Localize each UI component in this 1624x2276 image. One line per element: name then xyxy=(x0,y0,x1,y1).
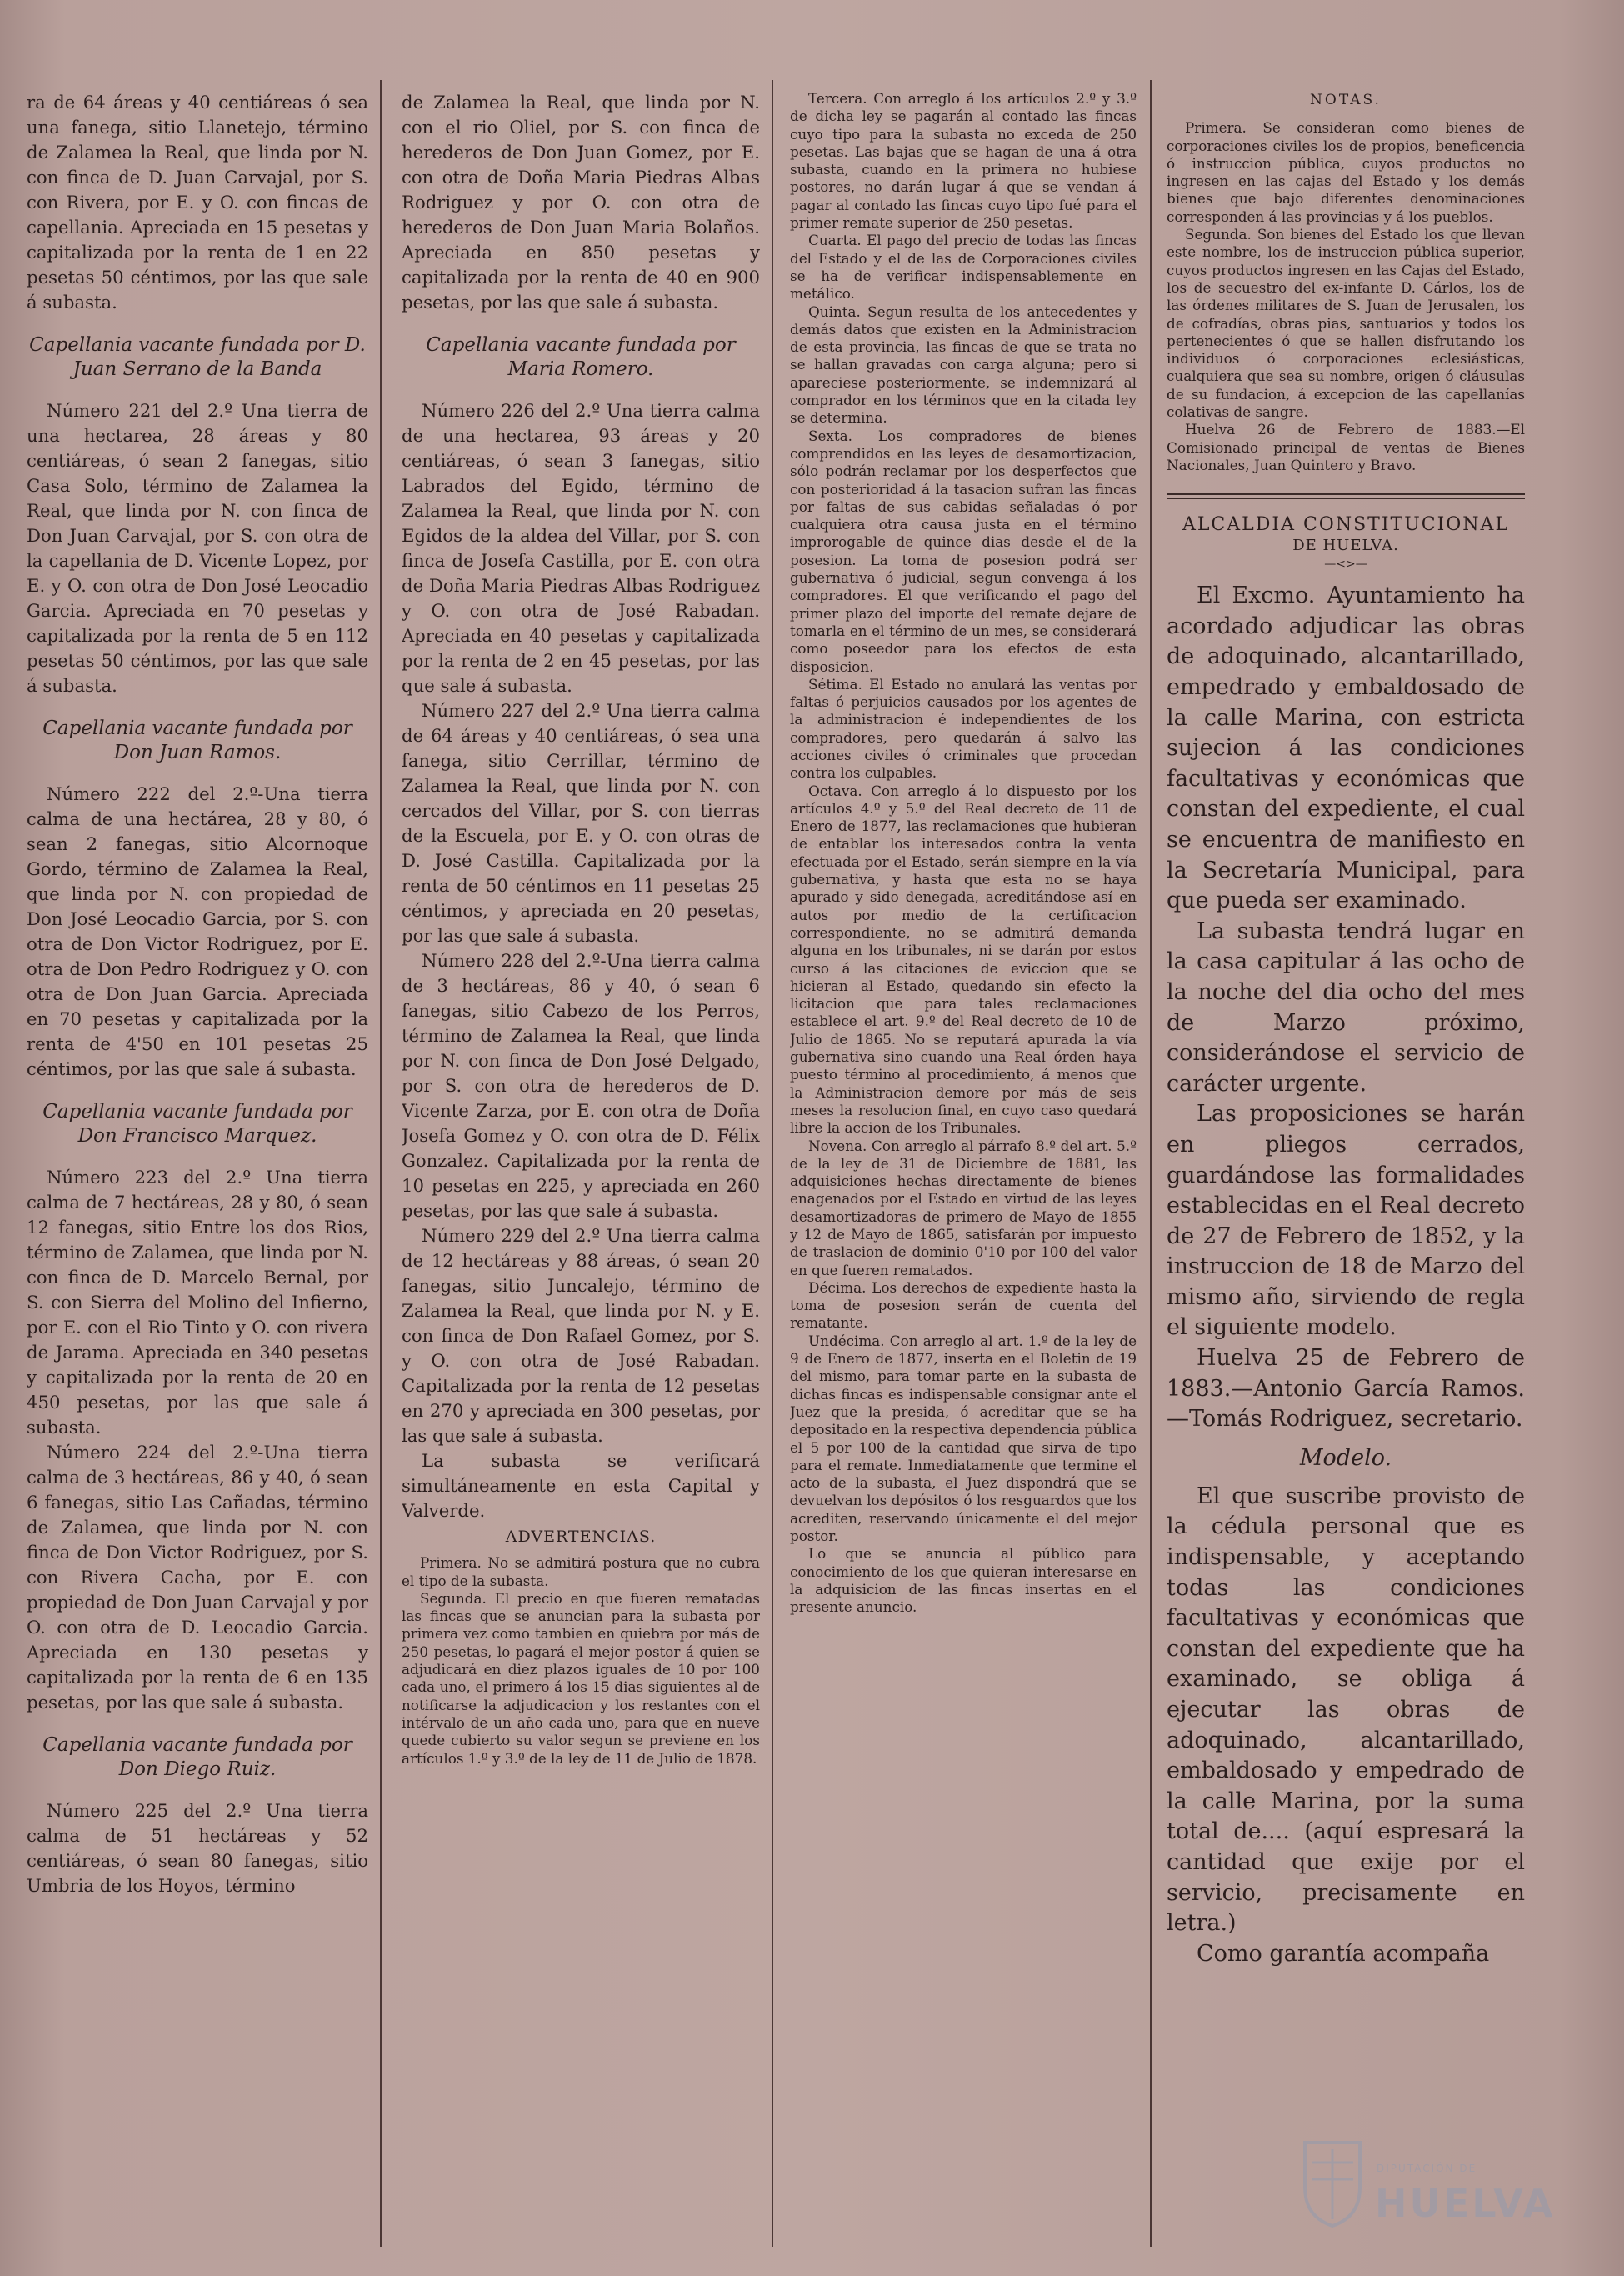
advertencia-item: Cuarta. El pago del precio de todas las fincas del Estado y el de las de Corporaciones civiles se ha de verificar indispensablemente en metálico. xyxy=(790,232,1137,303)
section-heading: Capellania vacante fundada por Maria Romero. xyxy=(426,334,736,380)
modelo-heading: Modelo. xyxy=(1299,1444,1392,1471)
modelo-text: El que suscribe provisto de la cédula personal que es indispensable, y aceptando todas las condiciones facultativas y económicas que constan del expediente que ha examinado, se obliga á ejecutar las obras de adoquinado, alcantarillado, embaldosado y empedrado de la calle Marina, por la suma total de.... (aquí espresará la cantidad que exije por el servicio, precisamente en letra.) xyxy=(1167,1483,1525,1937)
advertencias-block xyxy=(402,1528,760,1768)
advertencia-item: Novena. Con arreglo al párrafo 8.º del art. 5.º de la ley de 31 de Diciembre de 1881, las adquisiciones hechas directamente de bienes enagenados por el Estado en virtud de las leyes desamortizadoras de primero de Mayo de 1855 y 12 de Mayo de 1865, satisfarán por impuesto de traslacion de dominio 0'10 por 100 del valor en que fueren rematados. xyxy=(790,1137,1137,1278)
advertencia-item: Primera. No se admitirá postura que no cubra el tipo de la subasta. xyxy=(402,1554,760,1589)
watermark-text: HUELVA xyxy=(1375,2181,1556,2226)
column-rule xyxy=(1150,80,1152,2247)
advertencia-item: Lo que se anuncia al público para conocimiento de los que quieran interesarse en la adquisicion de las fincas insertas en el presente anuncio. xyxy=(790,1545,1137,1616)
column-1 xyxy=(27,90,368,2257)
column-rule xyxy=(772,80,773,2247)
lot-text: de Zalamea la Real, que linda por N. con el rio Oliel, por S. con finca de herederos de Don Juan Gomez, por E. con otra de Doña Maria Piedras Albas Rodriguez y por O. con otra de herederos de Don Juan Maria Bolaños. Apreciada en 850 pesetas y capitalizada por la renta de 40 en 900 pesetas, por las que sale á subasta. xyxy=(402,92,760,313)
alcaldia-subtitle: DE HUELVA. xyxy=(1292,537,1399,555)
signature-line: Huelva 26 de Febrero de 1883.—El Comisionado principal de ventas de Bienes Nacionales, Juan Quintero y Bravo. xyxy=(1167,421,1525,473)
alcaldia-title: ALCALDIA CONSTITUCIONAL xyxy=(1182,514,1510,536)
section-heading: Capellania vacante fundada por Don Juan Ramos. xyxy=(42,718,352,763)
section-heading: Capellania vacante fundada por Don Diego Ruiz. xyxy=(42,1734,352,1780)
alcaldia-notice xyxy=(1167,581,1525,1969)
notice-paragraph: Las proposiciones se harán en pliegos cerrados, guardándose las formalidades establecidas en el Real decreto de 27 de Febrero de 1852, y la instruccion de 18 de Marzo del mismo año, sirviendo de regla el siguiente modelo. xyxy=(1167,1101,1525,1341)
lot-text: Número 226 del 2.º Una tierra calma de una hectarea, 93 áreas y 20 centiáreas, ó sean 3 fanegas, sitio Labrados del Egido, término de Zalamea la Real, que linda por N. con Egidos de la aldea del Villar, por S. con finca de Josefa Castilla, por E. con otra de Doña Maria Piedras Albas Rodriguez y O. con otra de José Rabadan. Apreciada en 40 pesetas y capitalizada por la renta de 2 en 45 pesetas, por las que sale á subasta. xyxy=(402,400,760,696)
notice-paragraph: La subasta tendrá lugar en la casa capitular á las ocho de la noche del dia ocho del mes de Marzo próximo, considerándose el servicio de carácter urgente. xyxy=(1167,918,1525,1097)
lot-text: ra de 64 áreas y 40 centiáreas ó sea una fanega, sitio Llanetejo, término de Zalamea la Real, que linda por N. con finca de D. Juan Carvajal, por S. con Rivera, por E. y O. con fincas de capellania. Apreciada en 15 pesetas y capitalizada por la renta de 1 en 22 pesetas 50 céntimos, por las que sale á subasta. xyxy=(27,92,368,313)
lot-text: La subasta se verificará simultáneamente en esta Capital y Valverde. xyxy=(402,1450,760,1521)
advertencia-item: Octava. Con arreglo á lo dispuesto por los artículos 4.º y 5.º del Real decreto de 11 de Enero de 1877, las reclamaciones que hubieran de entablar los interesados contra la venta efectuada por el Estado, serán siempre en la vía gubernativa, y hasta que esta no se haya apurado y sido denegada, acreditándose así en autos por medio de la certificacion correspondiente, no se admitirá demanda alguna en los tribunales, ni se darán por estos curso á las citaciones de eviccion que se hicieran al Estado, quedando sin efecto la licitacion que para tales reclamaciones establece el art. 9.º del Real decreto de 10 de Julio de 1865. No se reputará apurada la vía gubernativa sino cuando una Real órden haya puesto término al procedimiento, á menos que la Administracion demore por más de seis meses la resolucion final, en cuyo caso quedará libre la accion de los Tribunales. xyxy=(790,782,1137,1137)
lots-block xyxy=(402,90,760,1523)
lot-text: Número 223 del 2.º Una tierra calma de 7 hectáreas, 28 y 80, ó sean 12 fanegas, sitio Entre los dos Rios, término de Zalamea, que linda por N. con finca de D. Marcelo Bernal, por S. con Sierra del Molino del Infierno, por E. con el Rio Tinto y O. con rivera de Jarama. Apreciada en 340 pesetas y capitalizada por la renta de 20 en 450 pesetas, por las que sale á subasta. xyxy=(27,1167,368,1438)
modelo-text: Como garantía acompaña xyxy=(1197,1940,1490,1967)
advertencia-item: Segunda. El precio en que fueren rematadas las fincas que se anuncian para la subasta por primera vez como tambien en quiebra por más de 250 pesetas, lo pagará el mejor postor á quien se adjudicará en diez plazos iguales de 10 por 100 cada uno, el primero á los 15 dias siguientes al de notificarse la adjudicacion y los restantes con el intérvalo de un año cada uno, para que en nueve quede cubierto su valor segun se previene en los artículos 1.º y 3.º de la ley de 11 de Julio de 1878. xyxy=(402,1589,760,1767)
column-2 xyxy=(402,90,760,2257)
advertencia-item: Tercera. Con arreglo á los artículos 2.º y 3.º de dicha ley se pagarán al contado las fincas cuyo tipo para la subasta no exceda de 250 pesetas. Las bajas que se hagan de una á otra subasta, cuando en la primera no hubiese postores, no darán lugar á que se vendan á pagar al contado las fincas cuyo tipo fué para el primer remate superior de 250 pesetas. xyxy=(790,90,1137,232)
nota-item: Segunda. Son bienes del Estado los que llevan este nombre, los de instruccion pública superior, cuyos productos ingresen en las Cajas del Estado, los de secuestro del ex-infante D. Cárlos, los de las órdenes militares de S. Juan de Jerusalen, los de cofradías, obras pias, santuarios y todos los pertenecientes ó que se hallen disfrutando los individuos ó corporaciones eclesiásticas, cualquiera que sea su nombre, origen ó cláusulas de su fundacion, á excepcion de las capellanías colativas de sangre. xyxy=(1167,226,1525,421)
lot-text: Número 229 del 2.º Una tierra calma de 12 hectáreas y 88 áreas, ó sean 20 fanegas, sitio Juncalejo, término de Zalamea la Real, que linda por N. y E. con finca de Don Rafael Gomez, por S. y O. con otra de José Rabadan. Capitalizada por la renta de 12 pesetas en 270 y apreciada en 300 pesetas, por las que sale á subasta. xyxy=(402,1225,760,1446)
lot-text: Número 225 del 2.º Una tierra calma de 51 hectáreas y 52 centiáreas, ó sean 80 fanegas, sitio Umbria de los Hoyos, término xyxy=(27,1800,368,1896)
notice-signature: Huelva 25 de Febrero de 1883.—Antonio García Ramos.—Tomás Rodriguez, secretario. xyxy=(1167,1345,1525,1433)
advertencia-item: Quinta. Segun resulta de los antecedentes y demás datos que existen en la Administracion de esta provincia, las fincas de que se trata no se hallan gravadas con carga alguna; pero si apareciese posteriormente, se indemnizará al comprador en los términos que en la citada ley se determina. xyxy=(790,303,1137,427)
lot-text: Número 228 del 2.º-Una tierra calma de 3 hectáreas, 86 y 40, ó sean 6 fanegas, sitio Cabezo de los Perros, término de Zalamea la Real, que linda por N. con finca de Don José Delgado, por S. con otra de herederos de D. Vicente Zarza, por E. con otra de Doña Josefa Gomez y O. con otra de D. Félix Gonzalez. Capitalizada por la renta de 10 pesetas en 225, y apreciada en 260 pesetas, por las que sale á subasta. xyxy=(402,950,760,1221)
column-4 xyxy=(1167,90,1525,2257)
lot-text: Número 221 del 2.º Una tierra de una hectarea, 28 áreas y 80 centiáreas, ó sean 2 fanegas, sitio Casa Solo, término de Zalamea la Real, que linda por N. con finca de Don Juan Carvajal, por S. con otra de la capellania de D. Vicente Lopez, por E. y O. con otra de Don José Leocadio Garcia. Apreciada en 70 pesetas y capitalizada por la renta de 5 en 112 pesetas 50 céntimos, por las que sale á subasta. xyxy=(27,400,368,696)
section-divider xyxy=(1167,493,1525,499)
notas-heading: NOTAS. xyxy=(1310,92,1382,108)
shield-icon xyxy=(1300,2138,1365,2229)
lot-text: Número 224 del 2.º-Una tierra calma de 3 hectáreas, 86 y 40, ó sean 6 fanegas, sitio Las Cañadas, término de Zalamea, que linda por N. con finca de Don Victor Rodriguez, por S. con Rivera Cacha, por E. con propiedad de Don Juan Carvajal y por O. con otra de D. Leocadio Garcia. Apreciada en 130 pesetas y capitalizada por la renta de 6 en 135 pesetas, por las que sale á subasta. xyxy=(27,1442,368,1713)
nota-item: Primera. Se consideran como bienes de corporaciones civiles los de propios, beneficencia ó instruccion pública, cuyos productos no ingresen en las cajas del Estado y los demás bienes que bajo diferentes denominaciones corresponden á las provincias y á los pueblos. xyxy=(1167,119,1525,225)
column-rule xyxy=(380,80,382,2247)
archive-watermark xyxy=(1300,2138,1575,2246)
ornament: —<>— xyxy=(1324,558,1367,572)
notice-paragraph: El Excmo. Ayuntamiento ha acordado adjudicar las obras de adoquinado, alcantarillado, empedrado y embaldosado de la calle Marina, con estricta sujecion á las condiciones facultativas y económicas que constan del expediente, el cual se encuentra de manifiesto en la Secretaría Municipal, para que pueda ser examinado. xyxy=(1167,583,1525,914)
advertencia-item: Sétima. El Estado no anulará las ventas por faltas ó perjuicios causados por los agentes de la administracion é independientes de los compradores, pero quedarán á salvo las acciones civiles ó criminales que procedan contra los culpables. xyxy=(790,675,1137,782)
lot-text: Número 222 del 2.º-Una tierra calma de una hectárea, 28 y 80, ó sean 2 fanegas, sitio Alcornoque Gordo, término de Zalamea la Real, que linda por N. con propiedad de Don José Leocadio Garcia, por S. con otra de Don Victor Rodriguez, por E. otra de Don Pedro Rodriguez y O. con otra de Don Juan Garcia. Apreciada en 70 pesetas y capitalizada por la renta de 4'50 en 101 pesetas 25 céntimos, por las que sale á subasta. xyxy=(27,783,368,1079)
lot-text: Número 227 del 2.º Una tierra calma de 64 áreas y 40 centiáreas, ó sea una fanega, sitio Cerrillar, término de Zalamea la Real, que linda por N. con cercados del Villar, por S. con tierras de la Escuela, por E. y O. con otras de D. José Castilla. Capitalizada por la renta de 50 céntimos en 11 pesetas 25 céntimos, y apreciada en 20 pesetas, por las que sale á subasta. xyxy=(402,700,760,946)
section-heading: Capellania vacante fundada por D. Juan Serrano de la Banda xyxy=(29,334,366,380)
advertencia-item: Undécima. Con arreglo al art. 1.º de la ley de 9 de Enero de 1877, inserta en el Boletin de 19 del mismo, para tomar parte en la subasta de dichas fincas es indispensable consignar ante el Juez que la presida, ó acreditar que se ha depositado en la respectiva dependencia pública el 5 por 100 de la cantidad que sirva de tipo para el remate. Inmediatamente que termine el acto de la subasta, el Juez dispondrá que se devuelvan los depósitos ó los resguardos que los acrediten, reservando únicamente el del mejor postor. xyxy=(790,1332,1137,1545)
advertencia-item: Décima. Los derechos de expediente hasta la toma de posesion serán de cuenta del rematante. xyxy=(790,1278,1137,1332)
notas-block xyxy=(1167,92,1525,474)
section-heading: Capellania vacante fundada por Don Francisco Marquez. xyxy=(42,1101,352,1147)
watermark-subtext: DIPUTACIÓN DE xyxy=(1377,2163,1477,2174)
column-3 xyxy=(790,90,1137,2257)
advertencia-item: Sexta. Los compradores de bienes comprendidos en las leyes de desamortizacion, sólo podrán reclamar por los desperfectos que con posterioridad á la tasacion sufran las fincas por faltas de sus cabidas señaladas ó por cualquiera otra causa justa en el término improrogable de quince dias desde el de la posesion. La toma de posesion podrá ser gubernativa ó judicial, segun convenga á los compradores. El que verificando el pago del primer plazo del importe del remate dejare de tomarla en el término de un mes, se considerará como poseedor para los efectos de esta disposicion. xyxy=(790,427,1137,675)
advertencias-heading: ADVERTENCIAS. xyxy=(505,1528,657,1546)
